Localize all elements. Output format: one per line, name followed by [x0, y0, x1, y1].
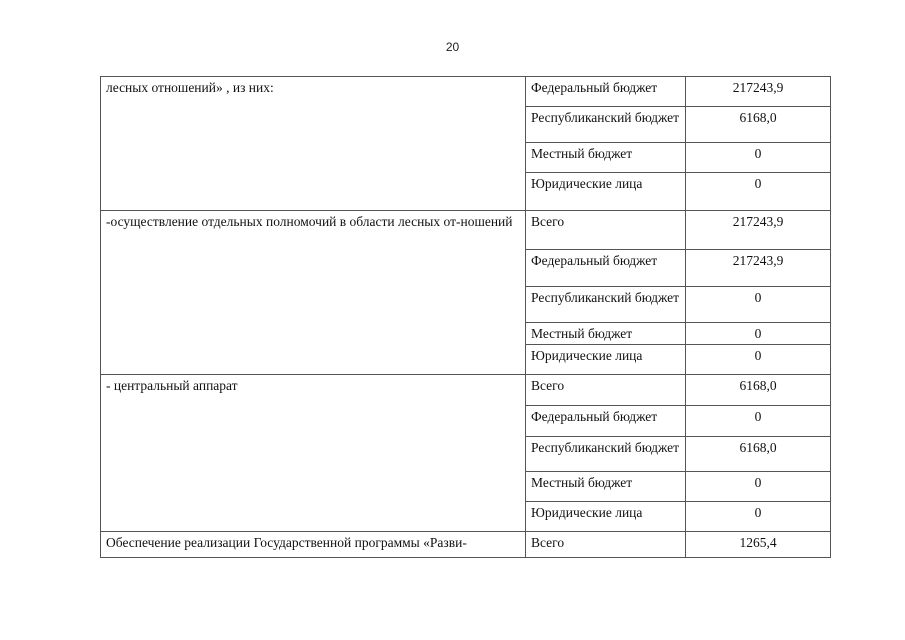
funding-source: Федеральный бюджет — [526, 77, 686, 107]
funding-source: Местный бюджет — [526, 472, 686, 502]
funding-amount: 6168,0 — [686, 437, 831, 472]
funding-source: Юридические лица — [526, 173, 686, 211]
funding-source: Всего — [526, 211, 686, 250]
table-row — [101, 77, 831, 107]
funding-amount: 0 — [686, 143, 831, 173]
funding-source: Всего — [526, 375, 686, 406]
table-row — [101, 211, 831, 250]
program-description: - центральный аппарат — [101, 375, 526, 532]
funding-amount: 0 — [686, 472, 831, 502]
funding-amount: 217243,9 — [686, 211, 831, 250]
funding-source: Местный бюджет — [526, 143, 686, 173]
funding-source: Республиканский бюджет — [526, 437, 686, 472]
funding-amount: 0 — [686, 406, 831, 437]
funding-amount: 0 — [686, 173, 831, 211]
funding-source: Местный бюджет — [526, 323, 686, 345]
budget-table — [100, 76, 831, 558]
table-row — [101, 532, 831, 558]
funding-amount: 0 — [686, 287, 831, 323]
page-number: 20 — [445, 40, 460, 54]
funding-amount: 0 — [686, 323, 831, 345]
funding-source: Федеральный бюджет — [526, 406, 686, 437]
funding-amount: 217243,9 — [686, 250, 831, 287]
funding-source: Республиканский бюджет — [526, 287, 686, 323]
program-description: -осуществление отдельных полномочий в области лесных от-ношений — [101, 211, 526, 375]
funding-source: Юридические лица — [526, 345, 686, 375]
funding-amount: 217243,9 — [686, 77, 831, 107]
funding-source: Федеральный бюджет — [526, 250, 686, 287]
table-row — [101, 375, 831, 406]
funding-amount: 0 — [686, 345, 831, 375]
funding-source: Юридические лица — [526, 502, 686, 532]
funding-amount: 6168,0 — [686, 107, 831, 143]
funding-source: Республиканский бюджет — [526, 107, 686, 143]
funding-amount: 1265,4 — [686, 532, 831, 558]
funding-source: Всего — [526, 532, 686, 558]
funding-amount: 6168,0 — [686, 375, 831, 406]
program-description: Обеспечение реализации Государственной программы «Разви- — [101, 532, 526, 558]
program-description: лесных отношений» , из них: — [101, 77, 526, 211]
funding-amount: 0 — [686, 502, 831, 532]
